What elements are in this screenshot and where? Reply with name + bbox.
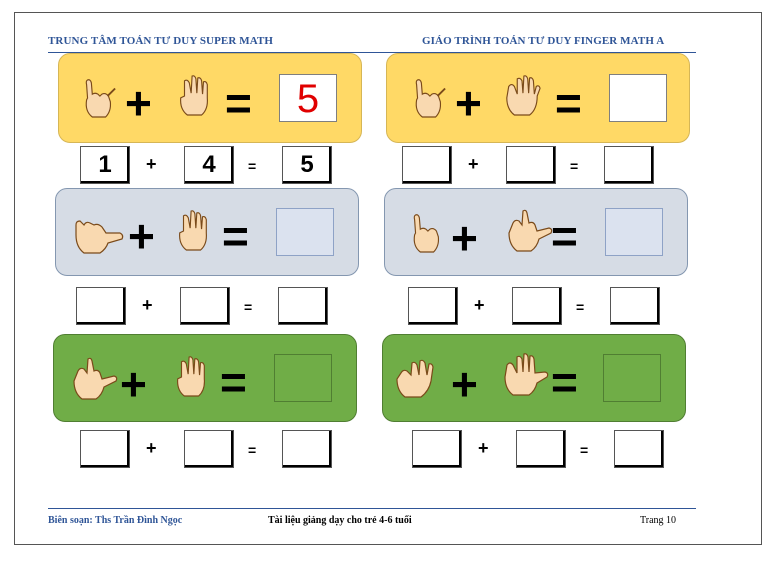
plus-sign: + <box>125 77 152 129</box>
plus-sign: + <box>128 210 155 262</box>
plus-sign: + <box>146 154 157 174</box>
plus-sign: + <box>146 438 157 458</box>
plus-sign: + <box>474 295 485 315</box>
four-finger-hand-icon <box>172 355 210 399</box>
second-addend-box[interactable] <box>516 430 566 468</box>
answer-box[interactable] <box>605 208 663 256</box>
answer-box[interactable] <box>603 354 661 402</box>
exercise-panel-6 <box>382 334 686 422</box>
equals-sign: = <box>555 77 582 129</box>
answer-value: 5 <box>296 77 320 121</box>
equals-sign: = <box>248 158 257 174</box>
first-addend-box[interactable] <box>408 287 458 325</box>
five-finger-hand-icon <box>503 74 541 118</box>
equals-sign: = <box>576 299 585 315</box>
first-addend-value: 1 <box>98 151 112 178</box>
answer-box[interactable] <box>279 74 337 122</box>
equals-sign: = <box>551 356 578 408</box>
plus-sign: + <box>451 212 478 264</box>
first-addend-box[interactable] <box>80 146 130 184</box>
two-finger-hand-icon <box>505 209 553 253</box>
exercise-panel-4 <box>384 188 688 276</box>
equals-sign: = <box>570 158 579 174</box>
four-finger-hand-icon <box>175 74 213 118</box>
plus-sign: + <box>468 154 479 174</box>
one-finger-hand-icon <box>79 76 117 120</box>
two-finger-hand-icon <box>72 213 124 257</box>
equals-sign: = <box>248 442 257 458</box>
second-addend-box[interactable] <box>184 146 234 184</box>
sum-box[interactable] <box>278 287 328 325</box>
sum-value: 5 <box>300 151 314 178</box>
sum-box[interactable] <box>282 146 332 184</box>
second-addend-box[interactable] <box>512 287 562 325</box>
one-finger-hand-icon <box>407 211 445 255</box>
first-addend-box[interactable] <box>76 287 126 325</box>
four-finger-hand-icon <box>174 209 212 253</box>
two-finger-hand-icon <box>70 357 120 401</box>
five-finger-hand-icon <box>501 353 549 397</box>
equals-sign: = <box>244 299 253 315</box>
sum-box[interactable] <box>614 430 664 468</box>
exercise-panel-5 <box>53 334 357 422</box>
exercise-panel-2 <box>386 53 690 143</box>
exercise-panel-3 <box>55 188 359 276</box>
exercise-panel-1 <box>58 53 362 143</box>
one-finger-hand-icon <box>409 76 447 120</box>
footer-description: Tài liệu giảng dạy cho trẻ 4-6 tuổi <box>268 515 412 526</box>
sum-box[interactable] <box>604 146 654 184</box>
second-addend-box[interactable] <box>506 146 556 184</box>
footer-divider <box>48 508 696 509</box>
plus-sign: + <box>455 77 482 129</box>
equals-sign: = <box>225 77 252 129</box>
second-addend-box[interactable] <box>184 430 234 468</box>
footer-author: Biên soạn: Ths Trần Đình Ngọc <box>48 515 183 526</box>
sum-box[interactable] <box>282 430 332 468</box>
answer-box[interactable] <box>274 354 332 402</box>
equals-sign: = <box>551 210 578 262</box>
plus-sign: + <box>120 358 147 410</box>
first-addend-box[interactable] <box>402 146 452 184</box>
plus-sign: + <box>451 358 478 410</box>
second-addend-box[interactable] <box>180 287 230 325</box>
equals-sign: = <box>580 442 589 458</box>
footer-page-number: Trang 10 <box>640 515 677 526</box>
plus-sign: + <box>142 295 153 315</box>
answer-box[interactable] <box>276 208 334 256</box>
sum-box[interactable] <box>610 287 660 325</box>
first-addend-box[interactable] <box>412 430 462 468</box>
equals-sign: = <box>220 356 247 408</box>
first-addend-box[interactable] <box>80 430 130 468</box>
second-addend-value: 4 <box>202 151 216 178</box>
header-center-name: TRUNG TÂM TOÁN TƯ DUY SUPER MATH <box>48 35 274 47</box>
equals-sign: = <box>222 210 249 262</box>
three-finger-hand-icon <box>393 355 437 399</box>
answer-box[interactable] <box>609 74 667 122</box>
plus-sign: + <box>478 438 489 458</box>
header-curriculum-name: GIÁO TRÌNH TOÁN TƯ DUY FINGER MATH A <box>422 35 665 47</box>
